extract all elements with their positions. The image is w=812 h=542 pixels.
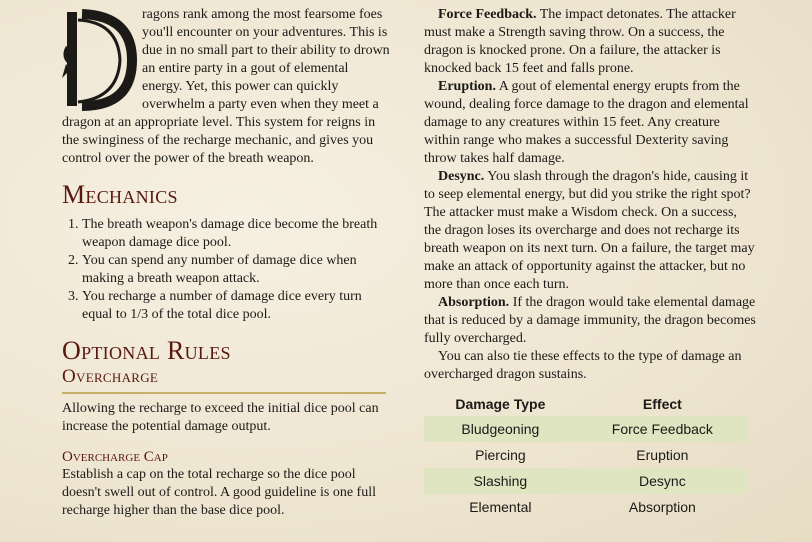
table-header-row: [424, 392, 748, 416]
list-item: 3. You recharge a number of damage dice every turn equal to 1/3 of the total dice pool.: [82, 288, 392, 324]
damage-effect-table: [424, 392, 748, 520]
eruption-paragraph: [424, 78, 756, 168]
column-header-damage-type: Damage Type: [455, 396, 546, 412]
overcharge-paragraph: Allowing the recharge to exceed the initial dice pool can increase the potential damage output.: [62, 401, 379, 434]
table-cell: Force Feedback: [577, 416, 748, 442]
dropcap-d-icon: [62, 6, 142, 114]
list-item: 2. You can spend any number of damage dice when making a breath weapon attack.: [82, 252, 392, 288]
table-cell: Piercing: [475, 447, 526, 463]
dropcap-d-ornament: [62, 6, 142, 114]
list-item: 1. The breath weapon's damage dice become the breath weapon damage dice pool.: [82, 216, 392, 252]
table-cell: Eruption: [636, 447, 689, 463]
paragraph-lead: Force Feedback.: [438, 7, 537, 22]
paragraph-text: If the dragon would take elemental damage that is reduced by a damage immunity, the dragon becomes fully overcharged.: [424, 295, 756, 346]
force-feedback-paragraph: [424, 6, 756, 78]
absorption-paragraph: [424, 294, 756, 348]
paragraph-lead: Desync.: [438, 169, 485, 184]
closing-paragraph: You can also tie these effects to the type of damage an overcharged dragon sustains.: [424, 349, 742, 382]
left-column: [62, 6, 392, 520]
table-cell: Absorption: [628, 499, 696, 515]
table-cell: Slashing: [424, 468, 577, 494]
table-row: [424, 416, 748, 442]
table-row: [424, 442, 748, 468]
intro-section: [62, 6, 392, 168]
intro-paragraph: ragons rank among the most fearsome foes you'll encounter on your adventures. This is due in no small part to their ability to drown an entire party in a gout of elemental energy. Yet, this power can quickly overwhelm a party even when they meet a dragon at an appropriate level. This system for reigns in the swinginess of the recharge mechanic, and gives you control over the power of the breath weapon.: [62, 7, 390, 166]
overcharge-heading: Overcharge: [62, 366, 159, 387]
overcharge-cap-paragraph: Establish a cap on the total recharge so the dice pool doesn't swell out of control. A good guideline is one full recharge higher than the base dice pool.: [62, 467, 376, 518]
table-cell: Desync: [577, 468, 748, 494]
right-column: [424, 6, 756, 520]
paragraph-text: You slash through the dragon's hide, causing it to seep elemental energy, but did you strike the right spot? The attacker must make a Wisdom check. On a success, the dragon loses its overcharge and does not recharge its breath weapon on its next turn. On a failure, the target may make an attack of opportunity against the attacker, but no more than once each turn.: [424, 169, 755, 292]
column-header-effect: Effect: [642, 396, 682, 412]
mechanics-list: [62, 216, 392, 324]
table-row: [424, 468, 748, 494]
table-cell: Bludgeoning: [424, 416, 577, 442]
optional-rules-heading: Optional Rules: [62, 336, 231, 365]
paragraph-text: The impact detonates. The attacker must make a Strength saving throw. On a success, the dragon is knocked prone. On a failure, the attacker is knocked back 15 feet and falls prone.: [424, 7, 736, 76]
table-cell: Elemental: [469, 499, 532, 515]
overcharge-cap-heading: Overcharge Cap: [62, 449, 168, 465]
section-divider: [62, 392, 386, 394]
paragraph-lead: Absorption.: [438, 295, 510, 310]
table-row: [424, 494, 748, 520]
desync-paragraph: [424, 168, 756, 294]
mechanics-heading: Mechanics: [62, 180, 178, 209]
paragraph-text: A gout of elemental energy erupts from the wound, dealing force damage to the dragon and elemental damage to any creatures within 15 feet. Any creature within range who makes a successful Dexterity saving throw takes half damage.: [424, 79, 749, 166]
paragraph-lead: Eruption.: [438, 79, 496, 94]
